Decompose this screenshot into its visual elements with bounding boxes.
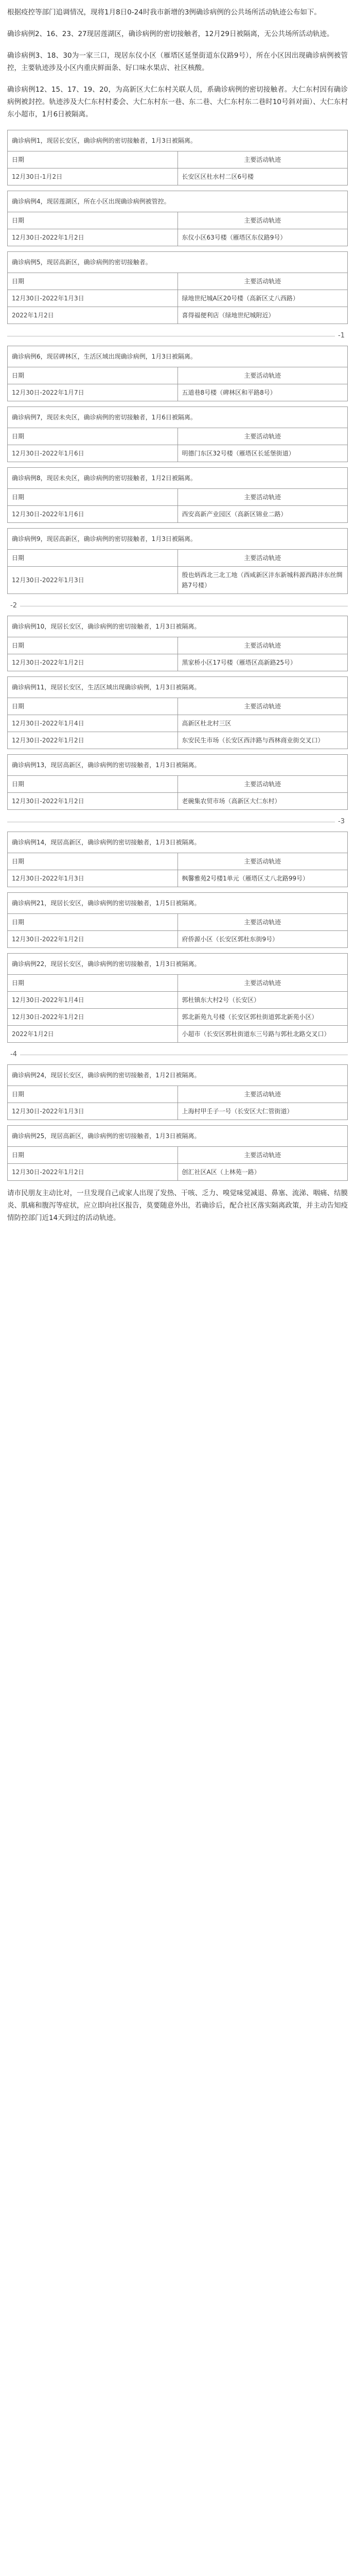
place-cell: 创汇社区A区（上林苑一路） <box>177 1164 348 1181</box>
date-header: 日期 <box>8 212 178 229</box>
date-header: 日期 <box>8 428 178 445</box>
date-cell: 12月30日-2022年1月2日 <box>8 793 178 810</box>
section-divider <box>7 329 348 343</box>
case-table <box>7 892 348 948</box>
section-label: -1 <box>338 332 345 340</box>
case-description: 确诊病例22，现居长安区，确诊病例的密切接触者，1月3日被隔离。 <box>8 954 348 975</box>
date-cell: 12月30日-2022年1月3日 <box>8 567 178 594</box>
track-header: 主要活动轨迹 <box>177 1147 348 1164</box>
place-cell: 东安民生市场（长安区西沣路与西林商业街交叉口） <box>177 732 348 749</box>
case-table <box>7 754 348 810</box>
section-label: -3 <box>338 818 345 825</box>
summary-paragraph: 确诊病例12、15、17、19、20，为高新区大仁东村关联人员，系确诊病例的密切接触者。大仁东村因有确诊病例被封控。轨迹涉及大仁东村村委会、大仁东村东一巷、东二巷、大仁东村东二巷时10号斜对面）、大仁东村东小超市，1月6日被隔离。 <box>7 86 348 118</box>
case-table <box>7 676 348 749</box>
date-cell: 12月30日-2022年1月2日 <box>8 654 178 671</box>
date-cell: 12月30日-2022年1月2日 <box>8 732 178 749</box>
case-table <box>7 1125 348 1181</box>
date-header: 日期 <box>8 1086 178 1103</box>
case-table <box>7 406 348 462</box>
place-cell: 枫馨雅苑2号楼1单元（雁塔区丈八北路99号） <box>177 870 348 887</box>
section-label: -4 <box>10 1050 17 1058</box>
case-description: 确诊病例6，现居碑林区，生活区域出现确诊病例，1月3日被隔离。 <box>8 346 348 367</box>
section-divider <box>7 815 348 828</box>
date-header: 日期 <box>8 637 178 654</box>
section-divider <box>7 599 348 613</box>
date-cell: 12月30日-2022年1月4日 <box>8 992 178 1009</box>
date-cell: 12月30日-2022年1月2日 <box>8 931 178 948</box>
place-cell: 府侨源小区（长安区郭杜东街9号） <box>177 931 348 948</box>
summary-paragraph: 确诊病例3、18、30为一家三口，现居东仪小区（雁塔区延堡街道东仪路9号），所在小区因出现确诊病例被管控，主要轨迹涉及小区内重庆鲜面条、好口味水果店、社区核酸。 <box>7 52 348 72</box>
case-table <box>7 1064 348 1120</box>
date-cell: 12月30日-2022年1月2日 <box>8 1009 178 1026</box>
date-header: 日期 <box>8 975 178 992</box>
place-cell: 明德门东区32号楼（雁塔区长延堡街道） <box>177 445 348 462</box>
date-cell: 12月30日-1月2日 <box>8 168 178 185</box>
date-header: 日期 <box>8 151 178 168</box>
case-table <box>7 528 348 594</box>
date-cell: 12月30日-2022年1月2日 <box>8 1164 178 1181</box>
summary-paragraph: 确诊病例2、16、23、27现居莲湖区，确诊病例的密切接触者，12月29日被隔离，无公共场所活动轨迹。 <box>7 30 334 38</box>
date-header: 日期 <box>8 550 178 567</box>
case-table <box>7 130 348 185</box>
date-header: 日期 <box>8 853 178 870</box>
date-header: 日期 <box>8 1147 178 1164</box>
date-header: 日期 <box>8 776 178 793</box>
case-table <box>7 346 348 401</box>
track-header: 主要活动轨迹 <box>177 776 348 793</box>
track-header: 主要活动轨迹 <box>177 550 348 567</box>
date-cell: 12月30日-2022年1月2日 <box>8 229 178 246</box>
place-cell: 小超市（长安区郭杜街道东三号路与郭杜北路交叉口） <box>177 1026 348 1043</box>
case-description: 确诊病例4，现居莲湖区，所在小区出现确诊病例被管控。 <box>8 191 348 212</box>
track-header: 主要活动轨迹 <box>177 428 348 445</box>
date-cell: 12月30日-2022年1月4日 <box>8 715 178 732</box>
place-cell: 上海村甲壬子一号（长安区大仁管街道） <box>177 1103 348 1120</box>
track-header: 主要活动轨迹 <box>177 853 348 870</box>
intro-paragraph: 根据疫控等部门追调情况，现将1月8日0-24时我市新增的3例确诊病例的公共场所活动轨迹公布如下。 <box>7 8 321 16</box>
date-cell: 12月30日-2022年1月3日 <box>8 1103 178 1120</box>
case-description: 确诊病例8，现居未央区，确诊病例的密切接触者，1月2日被隔离。 <box>8 468 348 489</box>
track-header: 主要活动轨迹 <box>177 914 348 931</box>
case-description: 确诊病例1，现居长安区，确诊病例的密切接触者，1月3日被隔离。 <box>8 130 348 151</box>
track-header: 主要活动轨迹 <box>177 489 348 506</box>
case-table <box>7 616 348 671</box>
date-header: 日期 <box>8 273 178 290</box>
place-cell: 五道巷8号楼（碑林区和平路8号） <box>177 384 348 401</box>
case-table <box>7 467 348 523</box>
date-cell: 12月30日-2022年1月3日 <box>8 290 178 307</box>
date-header: 日期 <box>8 698 178 715</box>
place-cell: 喜得福便利店（绿地世纪城附近） <box>177 307 348 324</box>
case-table <box>7 953 348 1043</box>
date-cell: 12月30日-2022年1月7日 <box>8 384 178 401</box>
date-cell: 2022年1月2日 <box>8 307 178 324</box>
case-description: 确诊病例7，现居未央区，确诊病例的密切接触者，1月6日被隔离。 <box>8 407 348 428</box>
place-cell: 黑家桥小区17号楼（雁塔区高新路25号） <box>177 654 348 671</box>
date-cell: 12月30日-2022年1月6日 <box>8 506 178 523</box>
case-description: 确诊病例9，现居高新区，确诊病例的密切接触者，1月3日被隔离。 <box>8 529 348 550</box>
case-description: 确诊病例24，现居长安区，确诊病例的密切接触者，1月2日被隔离。 <box>8 1065 348 1086</box>
place-cell: 长安区区杜水村二区6号楼 <box>177 168 348 185</box>
place-cell: 郭北新苑九号楼（长安区郭杜街道郭北新苑小区） <box>177 1009 348 1026</box>
closing-paragraph: 请市民朋友主动比对，一旦发现自己或家人出现了发热、干咳、乏力、嗅觉味觉减退、鼻塞、流涕、咽痛、结膜炎、肌痛和腹泻等症状，应立即向社区报告，莫要随意外出，若确诊后，配合社区落实隔离政策，并主动告知疫情防控部门近14天到过的活动轨迹。 <box>7 1189 348 1222</box>
track-header: 主要活动轨迹 <box>177 698 348 715</box>
track-header: 主要活动轨迹 <box>177 637 348 654</box>
case-table <box>7 832 348 887</box>
track-header: 主要活动轨迹 <box>177 151 348 168</box>
place-cell: 西安高新产业园区（高新区锦业二路） <box>177 506 348 523</box>
place-cell: 东仪小区63号楼（雁塔区东仪路9号） <box>177 229 348 246</box>
section-label: -2 <box>10 602 17 609</box>
date-header: 日期 <box>8 489 178 506</box>
section-divider <box>7 1048 348 1061</box>
date-cell: 12月30日-2022年1月6日 <box>8 445 178 462</box>
track-header: 主要活动轨迹 <box>177 212 348 229</box>
place-cell: 殷也炳西北三北工地（西咸新区沣东新城科源西路沣东丝绸路7号楼） <box>177 567 348 594</box>
track-header: 主要活动轨迹 <box>177 367 348 384</box>
place-cell: 高新区杜北村三区 <box>177 715 348 732</box>
place-cell: 绿地世纪城A区20号楼（高新区丈八西路） <box>177 290 348 307</box>
case-table <box>7 251 348 324</box>
track-header: 主要活动轨迹 <box>177 975 348 992</box>
case-description: 确诊病例11，现居长安区，生活区域出现确诊病例，1月3日被隔离。 <box>8 677 348 698</box>
case-description: 确诊病例21，现居长安区，确诊病例的密切接触者，1月5日被隔离。 <box>8 893 348 914</box>
track-header: 主要活动轨迹 <box>177 273 348 290</box>
track-header: 主要活动轨迹 <box>177 1086 348 1103</box>
case-description: 确诊病例5，现居高新区，确诊病例的密切接触者。 <box>8 252 348 273</box>
date-cell: 2022年1月2日 <box>8 1026 178 1043</box>
case-description: 确诊病例13，现居高新区，确诊病例的密切接触者，1月3日被隔离。 <box>8 755 348 776</box>
case-table <box>7 191 348 246</box>
date-header: 日期 <box>8 367 178 384</box>
case-description: 确诊病例25，现居高新区，确诊病例的密切接触者，1月3日被隔离。 <box>8 1126 348 1147</box>
date-header: 日期 <box>8 914 178 931</box>
place-cell: 郭杜镇东大村2号（长安区） <box>177 992 348 1009</box>
case-description: 确诊病例10，现居长安区，确诊病例的密切接触者，1月3日被隔离。 <box>8 616 348 637</box>
date-cell: 12月30日-2022年1月3日 <box>8 870 178 887</box>
case-description: 确诊病例14，现居高新区，确诊病例的密切接触者，1月3日被隔离。 <box>8 832 348 853</box>
place-cell: 老碗集农贸市场（高新区大仁东村） <box>177 793 348 810</box>
